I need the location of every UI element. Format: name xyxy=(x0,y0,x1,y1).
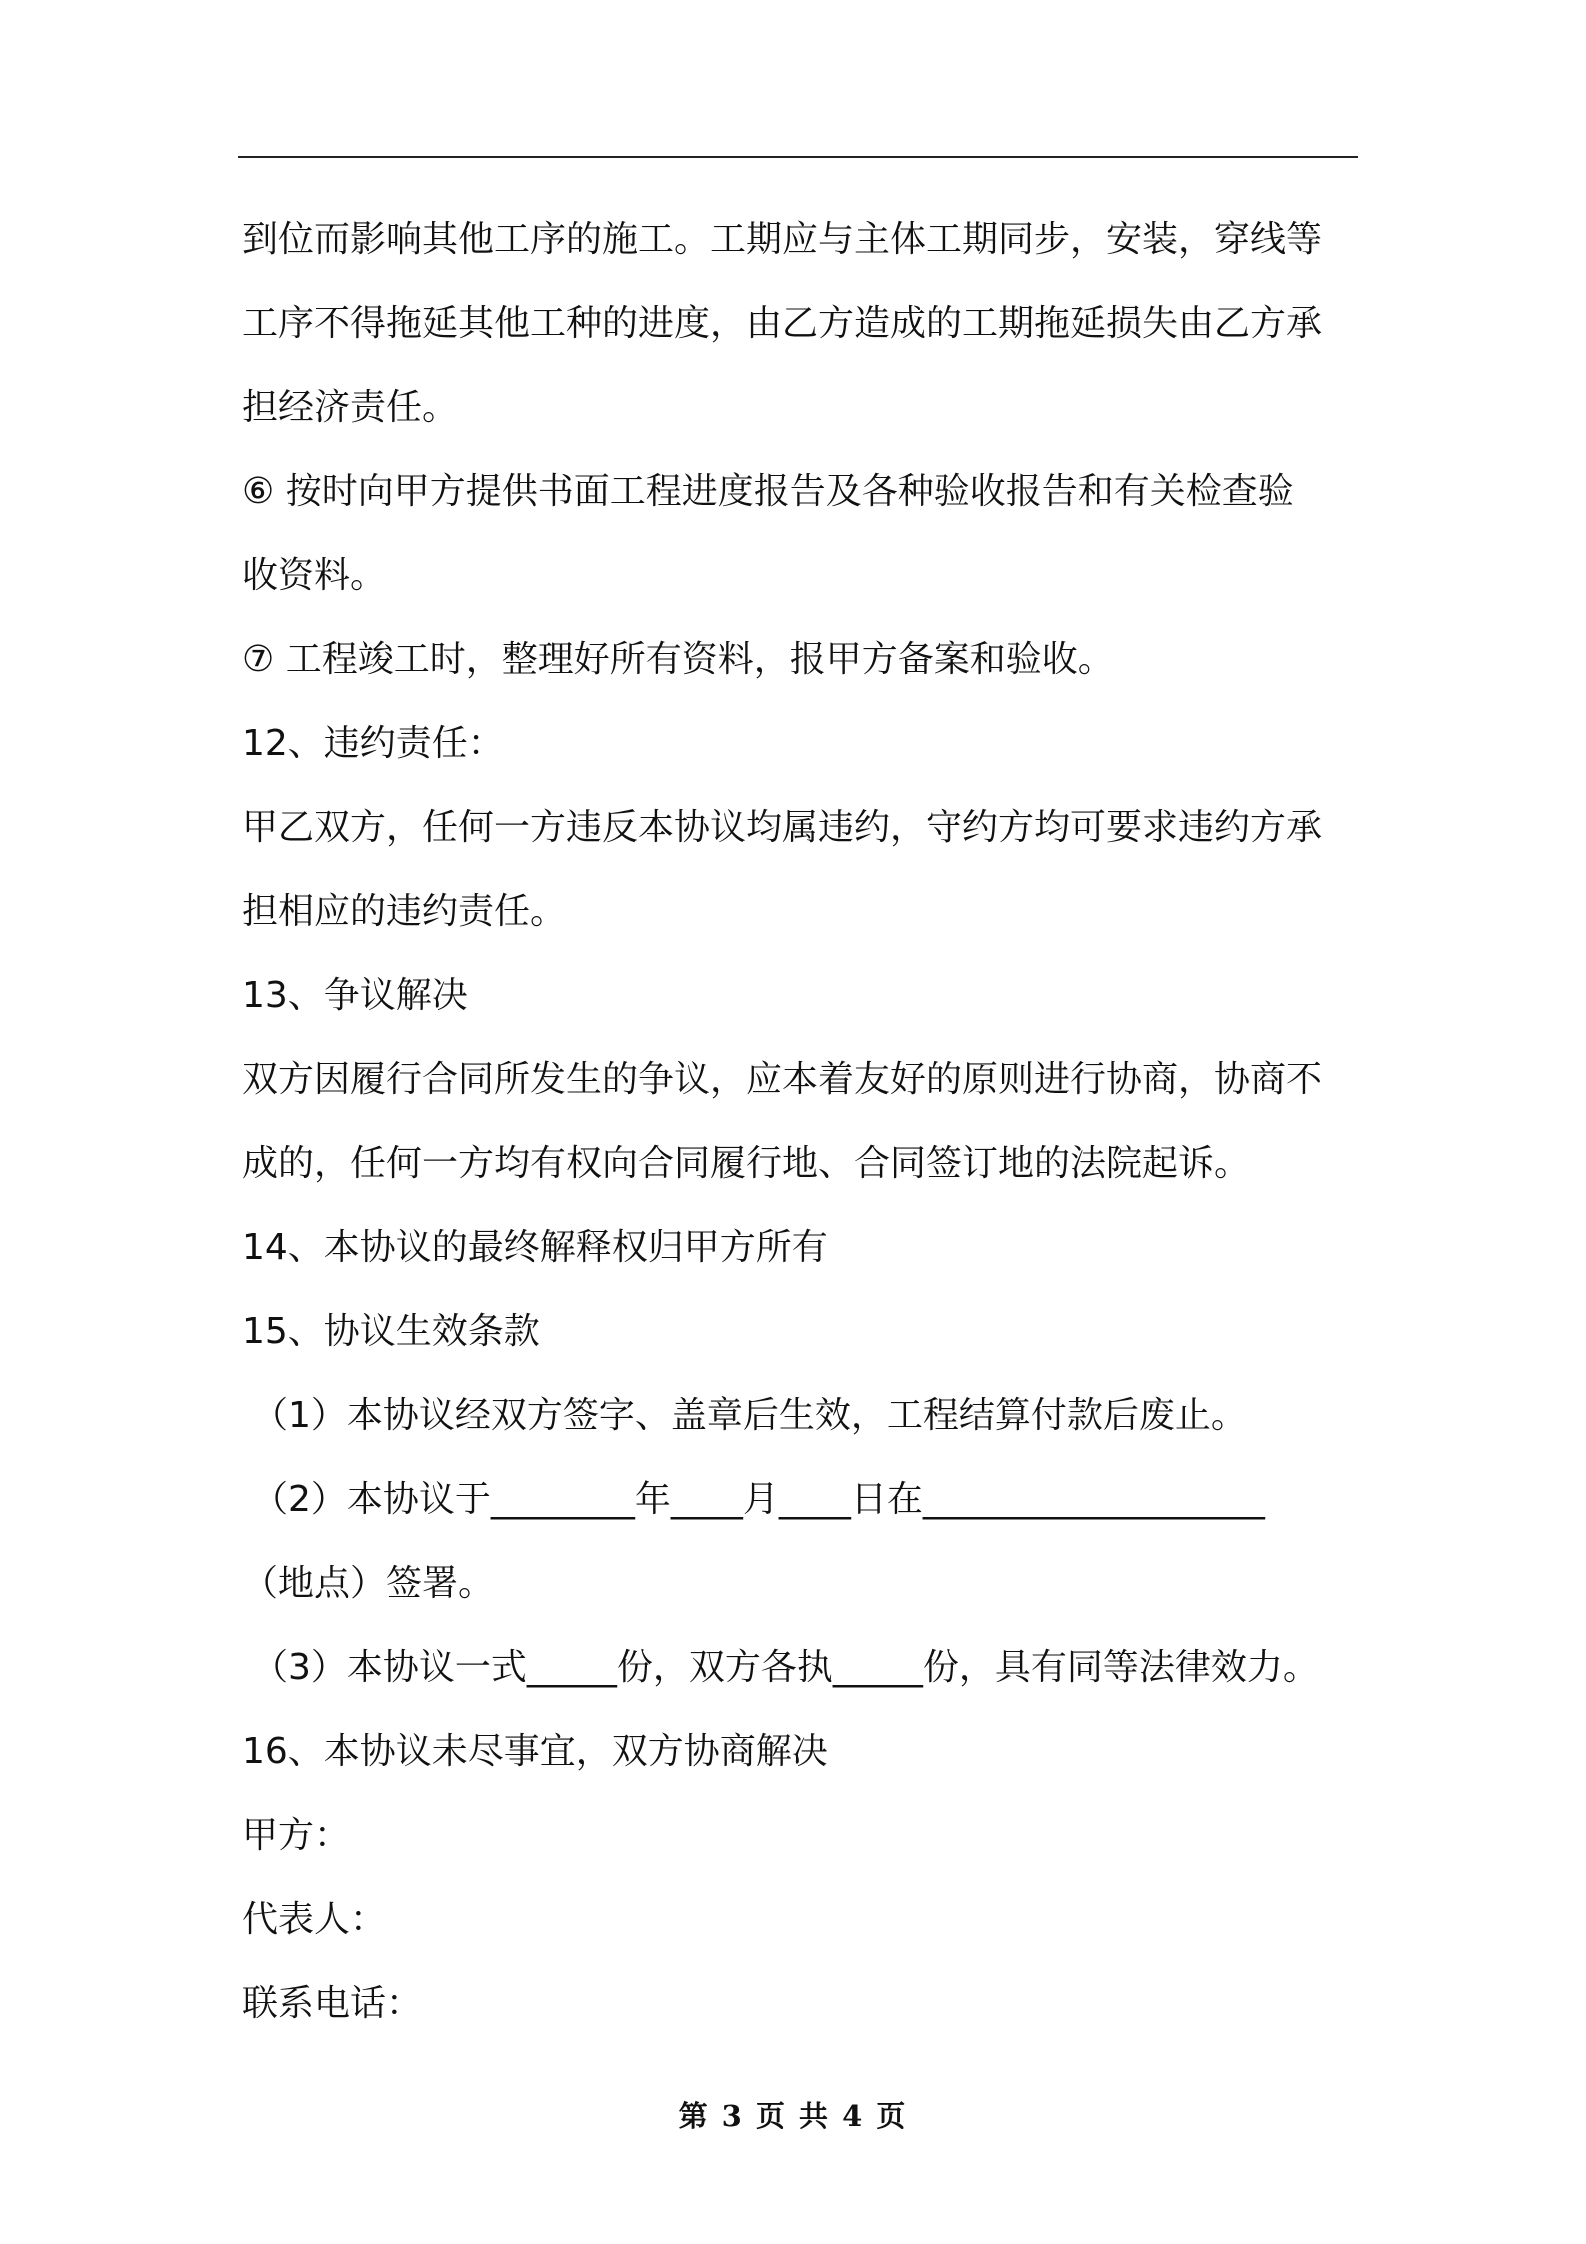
paragraph-line: 双方因履行合同所发生的争议，应本着友好的原则进行协商，协商不 xyxy=(242,1059,1323,1100)
page-number: 第 3 页 共 4 页 xyxy=(678,2099,908,2133)
paragraph-line: 收资料。 xyxy=(242,555,387,596)
header-rule xyxy=(238,156,1358,158)
section-heading: 15、协议生效条款 xyxy=(242,1311,540,1352)
paragraph-line: 成的，任何一方均有权向合同履行地、合同签订地的法院起诉。 xyxy=(242,1143,1251,1184)
document-body xyxy=(242,198,1366,2046)
paragraph-line: 工序不得拖延其他工种的进度，由乙方造成的工期拖延损失由乙方承 xyxy=(242,303,1323,344)
paragraph-line: 担相应的违约责任。 xyxy=(242,891,567,932)
paragraph-line: 担经济责任。 xyxy=(242,387,459,428)
paragraph-line: 甲乙双方，任何一方违反本协议均属违约，守约方均可要求违约方承 xyxy=(242,807,1323,848)
paragraph-line: （地点）签署。 xyxy=(242,1563,495,1604)
section-heading: 12、违约责任： xyxy=(242,723,504,764)
section-heading: 13、争议解决 xyxy=(242,975,468,1016)
list-item: ⑥ 按时向甲方提供书面工程进度报告及各种验收报告和有关检查验 xyxy=(242,471,1294,512)
section-heading: 14、本协议的最终解释权归甲方所有 xyxy=(242,1227,828,1268)
signature-phone-label: 联系电话： xyxy=(242,1983,423,2024)
signature-party-label: 甲方： xyxy=(242,1815,351,1856)
clause-item: （2）本协议于________年____月____日在___________________ xyxy=(252,1479,1265,1520)
list-item: ⑦ 工程竣工时，整理好所有资料，报甲方备案和验收。 xyxy=(242,639,1114,680)
section-heading: 16、本协议未尽事宜，双方协商解决 xyxy=(242,1731,828,1772)
signature-representative-label: 代表人： xyxy=(242,1899,387,1940)
paragraph-line: 到位而影响其他工序的施工。工期应与主体工期同步，安装，穿线等 xyxy=(242,219,1323,260)
clause-item: （3）本协议一式_____份，双方各执_____份，具有同等法律效力。 xyxy=(252,1647,1319,1688)
clause-item: （1）本协议经双方签字、盖章后生效，工程结算付款后废止。 xyxy=(252,1395,1247,1436)
